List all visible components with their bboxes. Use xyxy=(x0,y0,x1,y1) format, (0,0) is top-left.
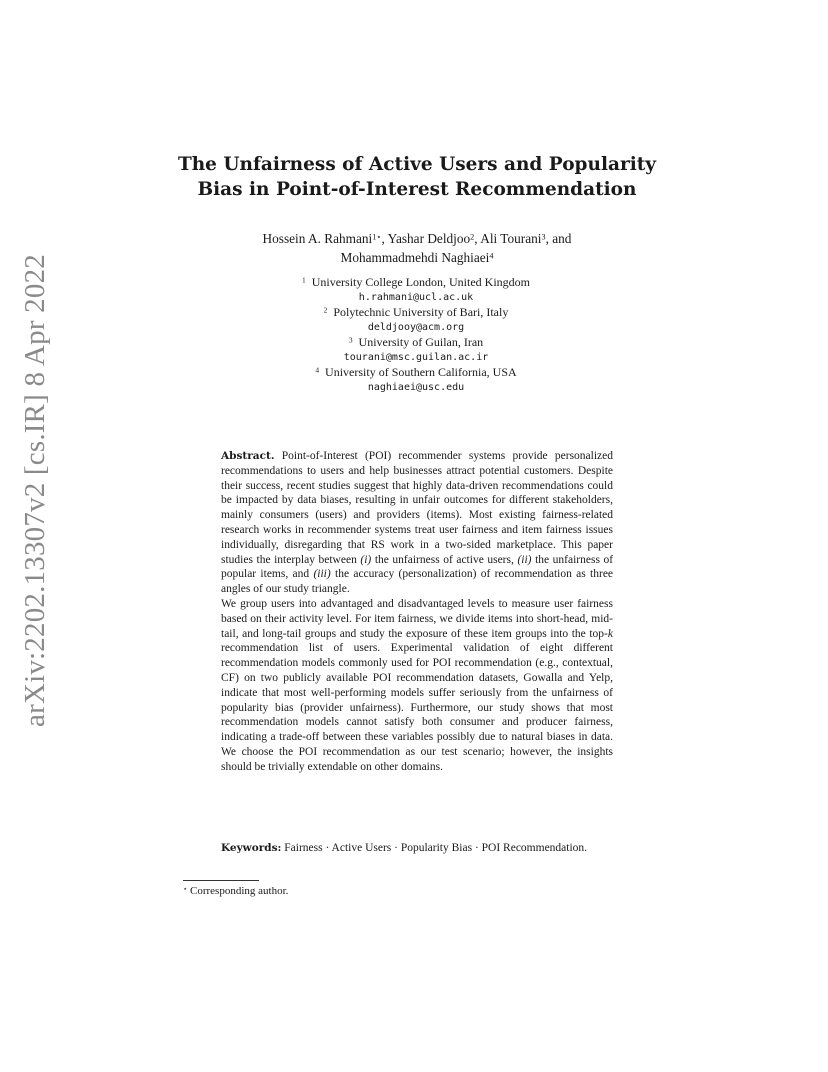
abstract-p1-d: the accuracy (personalization) of recommendation as three angles of our study triangle. xyxy=(221,568,614,596)
abstract-p1-b: the unfairness of active users, xyxy=(374,553,514,566)
affiliation-3-num: 3 xyxy=(348,335,353,345)
arxiv-id-text: arXiv:2202.13307v2 [cs.IR] 8 Apr 2022 xyxy=(18,253,51,727)
author-4-sup: 4 xyxy=(489,250,494,260)
abstract-paragraph-1 xyxy=(221,449,613,597)
author-2-sup: 2 xyxy=(470,232,475,242)
affiliation-2 xyxy=(160,305,672,320)
affiliation-4-num: 4 xyxy=(315,365,320,375)
abstract-p1-ii: (ii) xyxy=(517,553,532,566)
footnote-text: Corresponding author. xyxy=(190,885,289,897)
abstract-p1-c: the unfairness of popular items, and xyxy=(221,553,614,581)
affiliation-3-email: tourani@msc.guilan.ac.ir xyxy=(343,352,489,363)
author-1: Hossein A. Rahmani xyxy=(262,231,373,246)
paper-title xyxy=(100,152,734,202)
author-1-sup: 1⋆ xyxy=(372,232,382,242)
author-3-sup: 3 xyxy=(541,232,546,242)
author-4: Mohammadmehdi Naghiaei xyxy=(340,249,490,265)
abstract-p1-i: (i) xyxy=(360,553,372,566)
title-line-2: Bias in Point-of-Interest Recommendation xyxy=(197,179,637,200)
keywords-text: Fairness · Active Users · Popularity Bias · POI Recommendation. xyxy=(284,842,588,854)
affiliation-2-num: 2 xyxy=(323,305,328,315)
arxiv-identifier-stamp xyxy=(15,253,55,727)
affiliation-3 xyxy=(160,335,672,350)
affiliation-1-name: University College London, United Kingdom xyxy=(311,275,531,289)
affiliation-1-num: 1 xyxy=(301,275,306,285)
affiliation-4 xyxy=(160,365,672,380)
footnote-mark: ⋆ xyxy=(183,885,188,893)
abstract-p2-k: k xyxy=(607,627,613,640)
abstract-p1-a: Point-of-Interest (POI) recommender systems provide personalized recommendations to users and help businesses attract potential customers. Despite their success, recent studies suggest that highly data-driven recommendations could be impacted by data biases, resulting in unfair outcomes for different stakeholders, mainly consumers (users) and providers (items). Most existing fairness-related research works in recommender systems treat user fairness and item fairness issues individually, disregarding that RS work in a two-sided marketplace. This paper studies the interplay between xyxy=(221,450,614,566)
affiliation-2-name: Polytechnic University of Bari, Italy xyxy=(333,305,509,319)
affiliation-1 xyxy=(160,275,672,290)
abstract-p2-b: recommendation list of users. Experimental validation of eight different recommendation models commonly used for POI recommendation (e.g., contextual, CF) on two publicly available POI recommendation datasets, Gowalla and Yelp, indicate that most well-performing models suffer seriously from the unfairness of popularity bias (provider unfairness). Furthermore, our study shows that most recommendation models cannot satisfy both consumer and producer fairness, indicating a trade-off between these variables possibly due to natural biases in data. We choose the POI recommendation as our test scenario; however, the insights should be trivially extendable on other domains. xyxy=(221,642,613,773)
affiliation-2-email: deldjooy@acm.org xyxy=(367,322,465,333)
abstract-paragraph-2 xyxy=(221,597,613,775)
author-conjunction: and xyxy=(552,231,572,246)
author-3: Ali Tourani xyxy=(480,231,542,246)
keywords-heading: Keywords: xyxy=(221,842,282,854)
affiliation-4-email: naghiaei@usc.edu xyxy=(367,382,465,393)
abstract xyxy=(221,449,613,775)
footnote xyxy=(183,885,288,898)
affiliation-3-name: University of Guilan, Iran xyxy=(358,335,484,349)
abstract-p1-iii: (iii) xyxy=(313,568,331,581)
abstract-heading: Abstract. xyxy=(221,450,275,462)
footnote-rule xyxy=(183,880,259,881)
author-2: Yashar Deldjoo xyxy=(387,231,471,246)
title-line-1: The Unfairness of Active Users and Popularity xyxy=(177,154,657,175)
author-list: Hossein A. Rahmani$^{1⋆}$, Yashar Deldjoo$^2$, Ali Tourani$^3$, and Mohammadmehdi Naghiaei$^4$ xyxy=(262,231,572,265)
affiliation-1-email: h.rahmani@ucl.ac.uk xyxy=(358,292,474,303)
affiliation-list xyxy=(160,275,672,395)
abstract-p2-a: We group users into advantaged and disadvantaged levels to measure user fairness based on their activity level. For item fairness, we divide items into short-head, mid-tail, and long-tail groups and study the exposure of these item groups into the top- xyxy=(221,597,613,640)
affiliation-4-name: University of Southern California, USA xyxy=(325,365,517,379)
keywords xyxy=(221,841,613,856)
